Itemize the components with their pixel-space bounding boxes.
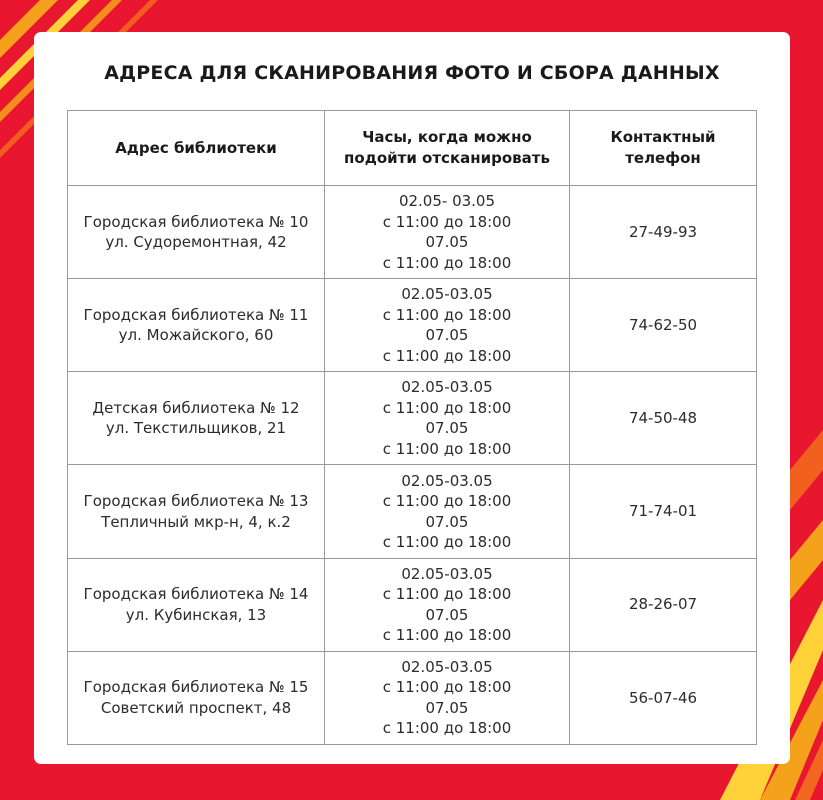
- hours-cell: 02.05-03.05 с 11:00 до 18:00 07.05 с 11:00 до 18:00: [325, 465, 570, 558]
- phone-cell: 56-07-46: [570, 651, 757, 744]
- library-address-cell: Городская библиотека № 10 ул. Судоремонтная, 42: [68, 186, 325, 279]
- hours-cell: 02.05-03.05 с 11:00 до 18:00 07.05 с 11:00 до 18:00: [325, 279, 570, 372]
- header-hours: Часы, когда можно подойти отсканировать: [325, 111, 570, 186]
- table-row: [68, 651, 757, 744]
- library-schedule-table: [67, 110, 757, 745]
- phone-cell: 27-49-93: [570, 186, 757, 279]
- library-address-cell: Детская библиотека № 12 ул. Текстильщиков, 21: [68, 372, 325, 465]
- phone-cell: 28-26-07: [570, 558, 757, 651]
- library-address-cell: Городская библиотека № 13 Тепличный мкр-н, 4, к.2: [68, 465, 325, 558]
- phone-cell: 74-62-50: [570, 279, 757, 372]
- library-address-cell: Городская библиотека № 15 Советский проспект, 48: [68, 651, 325, 744]
- hours-cell: 02.05-03.05 с 11:00 до 18:00 07.05 с 11:00 до 18:00: [325, 558, 570, 651]
- table-row: [68, 372, 757, 465]
- header-address: Адрес библиотеки: [68, 111, 325, 186]
- library-address-cell: Городская библиотека № 11 ул. Можайского, 60: [68, 279, 325, 372]
- table-row: [68, 186, 757, 279]
- table-row: [68, 279, 757, 372]
- table-header-row: [68, 111, 757, 186]
- hours-cell: 02.05-03.05 с 11:00 до 18:00 07.05 с 11:00 до 18:00: [325, 372, 570, 465]
- page-title: АДРЕСА ДЛЯ СКАНИРОВАНИЯ ФОТО И СБОРА ДАННЫХ: [104, 62, 720, 84]
- content-card: [34, 32, 790, 764]
- library-address-cell: Городская библиотека № 14 ул. Кубинская, 13: [68, 558, 325, 651]
- header-phone: Контактный телефон: [570, 111, 757, 186]
- table-row: [68, 558, 757, 651]
- phone-cell: 74-50-48: [570, 372, 757, 465]
- phone-cell: 71-74-01: [570, 465, 757, 558]
- hours-cell: 02.05-03.05 с 11:00 до 18:00 07.05 с 11:00 до 18:00: [325, 651, 570, 744]
- hours-cell: 02.05- 03.05 с 11:00 до 18:00 07.05 с 11:00 до 18:00: [325, 186, 570, 279]
- table-row: [68, 465, 757, 558]
